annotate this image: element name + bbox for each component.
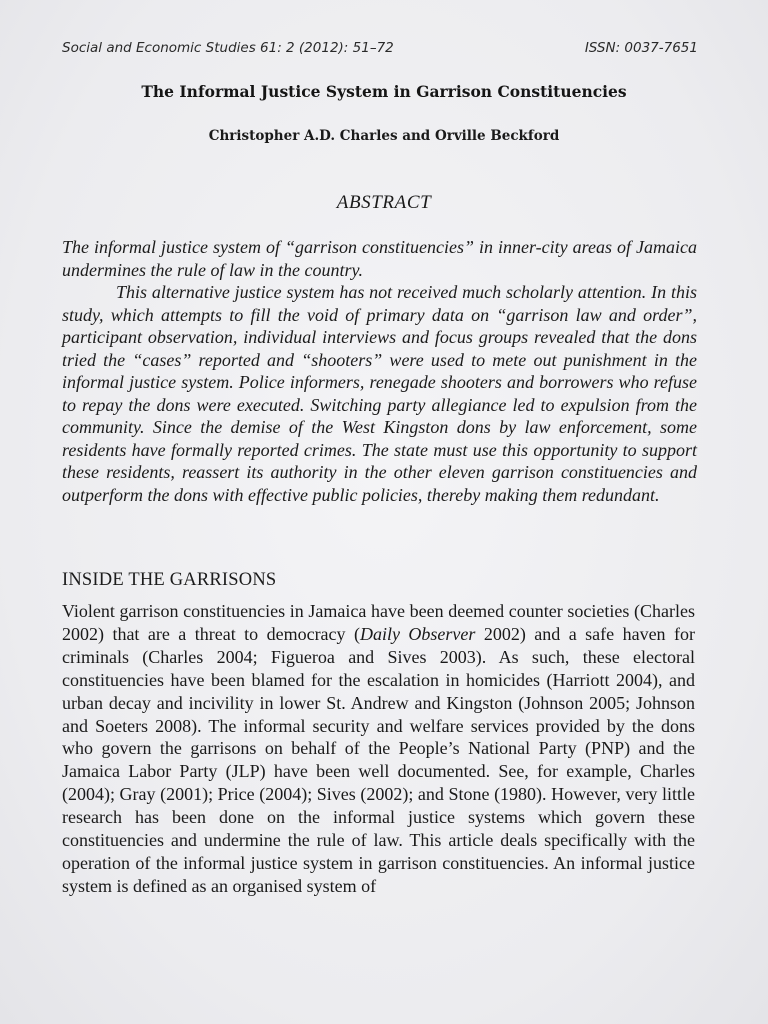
abstract-body [62, 236, 697, 506]
running-head [62, 40, 698, 60]
issn: ISSN: 0037-7651 [584, 40, 698, 56]
article-authors: Christopher A.D. Charles and Orville Beckford [208, 128, 560, 144]
section-body [62, 600, 695, 898]
body-paragraph [62, 600, 695, 898]
body-text-segment: 2002) and a safe haven for criminals (Charles 2004; Figueroa and Sives 2003). As such, these electoral constituencies have been blamed for the escalation in homicides (Harriott 2004), and urban decay and incivility in lower St. Andrew and Kingston (Johnson 2005; Johnson and Soeters 2008). The informal security and welfare services provided by the dons who govern the garrisons on behalf of the People’s National Party (PNP) and the Jamaica Labor Party (JLP) have been well documented. See, for example, Charles (2004); Gray (2001); Price (2004); Sives (2002); and Stone (1980). However, very little research has been done on the informal justice systems which govern these constituencies and undermine the rule of law. This article deals specifically with the operation of the informal justice system in garrison constituencies. An informal justice system is defined as an organised system of [62, 623, 695, 896]
body-text-segment: Violent garrison constituencies in Jamaica have been deemed counter societies (Charles 2002) that are a threat to democracy ( [62, 601, 695, 644]
body-text-italic-source: Daily Observer [359, 623, 476, 644]
abstract-paragraph: The informal justice system of “garrison constituencies” in inner-city areas of Jamaica undermines the rule of law in the country. [62, 237, 697, 280]
abstract-paragraph: This alternative justice system has not received much scholarly attention. In this study, which attempts to fill the void of primary data on “garrison law and order”, participant observation, individual interviews and focus groups revealed that the dons tried the “cases” reported and “shooters” were used to mete out punishment in the informal justice system. Police informers, renegade shooters and borrowers who refuse to repay the dons were executed. Switching party allegiance led to expulsion from the community. Since the demise of the West Kingston dons by law enforcement, some residents have formally reported crimes. The state must use this opportunity to support these residents, reassert its authority in the other eleven garrison constituencies and outperform the dons with effective public policies, thereby making them redundant. [62, 282, 697, 505]
section-heading: INSIDE THE GARRISONS [62, 570, 277, 590]
article-title: The Informal Justice System in Garrison Constituencies [141, 82, 627, 101]
abstract-heading: ABSTRACT [336, 192, 432, 213]
journal-citation: Social and Economic Studies 61: 2 (2012): 51–72 [62, 40, 394, 56]
